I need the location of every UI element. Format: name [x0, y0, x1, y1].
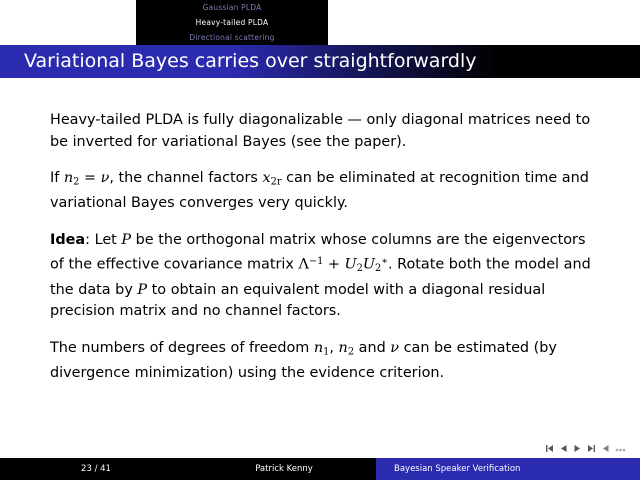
text-fragment: can be eliminated at recognition time and variational Bayes converges very quickly. [50, 170, 589, 212]
paragraph-idea [50, 230, 595, 323]
loading-dots-icon [615, 444, 626, 453]
math-n2: n [63, 170, 74, 187]
idea-label: Idea [50, 231, 86, 248]
math-n1: n [313, 339, 324, 356]
math-U-subscript: 2 [356, 263, 363, 275]
math-x-subscript: 2r [270, 176, 282, 188]
previous-slide-icon[interactable] [559, 444, 568, 453]
paragraph-diagonalizable: Heavy-tailed PLDA is fully diagonalizable — only diagonal matrices need to be inverted for variational Bayes (see the paper). [50, 112, 591, 150]
text-fragment: , the channel factors [109, 170, 263, 187]
math-nu-second: ν [390, 339, 400, 356]
title-bar [0, 45, 640, 78]
math-equals: = [79, 170, 101, 187]
slide-body [50, 96, 595, 384]
footer-page-number: 23 / 41 [0, 458, 192, 480]
paragraph-channel-factors [50, 168, 595, 215]
math-U: U [344, 256, 357, 273]
footer-author: Patrick Kenny [192, 458, 376, 480]
nav-item-directional-scattering[interactable]: Directional scattering [189, 33, 275, 42]
text-fragment: be the orthogonal matrix whose columns are the eigenvectors of the effective covariance matrix [50, 231, 586, 273]
text-fragment: , [329, 339, 339, 356]
math-P-second: P [137, 281, 148, 298]
text-fragment: can be estimated (by divergence minimization) using the evidence criterion. [50, 339, 557, 381]
math-P: P [121, 231, 132, 248]
nav-item-gaussian-plda[interactable]: Gaussian PLDA [202, 3, 262, 12]
math-nu: ν [100, 170, 110, 187]
text-fragment: . Rotate both the model and the data by [50, 256, 591, 298]
math-lambda: Λ [298, 256, 309, 273]
text-fragment: : Let [85, 231, 122, 248]
page-title: Variational Bayes carries over straightforwardly [24, 50, 477, 72]
math-n1-subscript: 1 [323, 346, 330, 358]
text-fragment: and [354, 339, 391, 356]
text-fragment: If [50, 170, 64, 187]
math-U2: U [362, 256, 376, 273]
last-slide-icon[interactable] [587, 444, 596, 453]
math-plus: + [323, 256, 345, 273]
nav-item-heavy-tailed-plda[interactable]: Heavy-tailed PLDA [195, 18, 269, 27]
paragraph-degrees-of-freedom [50, 338, 595, 385]
math-n2-second: n [338, 339, 348, 356]
footer-bar [0, 458, 640, 480]
text-fragment: to obtain an equivalent model with a diagonal residual precision matrix and no channel factors. [50, 281, 546, 320]
navigation-items [136, 0, 328, 45]
math-U2-subscript: 2 [375, 263, 382, 275]
footer-talk-title: Bayesian Speaker Verification [376, 458, 640, 480]
navigation-bar [0, 0, 640, 45]
math-star: ∗ [381, 256, 388, 268]
next-slide-icon[interactable] [573, 444, 582, 453]
math-lambda-exponent: −1 [308, 256, 324, 268]
text-fragment: The numbers of degrees of freedom [50, 339, 314, 356]
math-n2-subscript: 2 [73, 176, 80, 188]
back-icon[interactable] [601, 444, 610, 453]
slide-navigation-controls[interactable] [545, 444, 626, 453]
math-x: x [262, 170, 271, 187]
first-slide-icon[interactable] [545, 444, 554, 453]
math-n2-second-subscript: 2 [347, 346, 355, 358]
